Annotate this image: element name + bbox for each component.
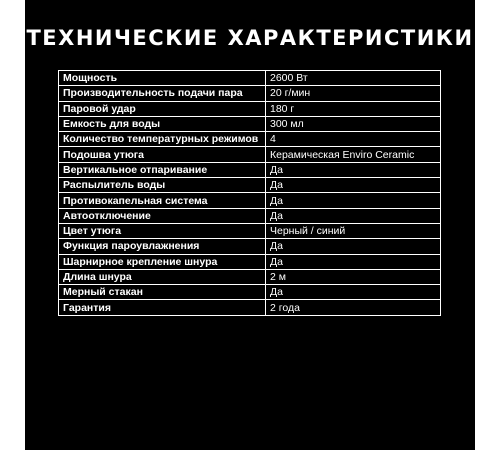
spec-value: Да: [266, 162, 441, 177]
spec-key: Паровой удар: [59, 101, 266, 116]
table-row: [59, 101, 441, 116]
table-row: [59, 132, 441, 147]
spec-key: Противокапельная система: [59, 193, 266, 208]
spec-key: Вертикальное отпаривание: [59, 162, 266, 177]
spec-value: Черный / синий: [266, 223, 441, 238]
table-row: [59, 71, 441, 86]
table-row: [59, 86, 441, 101]
spec-key: Цвет утюга: [59, 223, 266, 238]
spec-value: Да: [266, 285, 441, 300]
spec-key: Шарнирное крепление шнура: [59, 254, 266, 269]
spec-key: Мерный стакан: [59, 285, 266, 300]
spec-key: Распылитель воды: [59, 178, 266, 193]
table-row: [59, 239, 441, 254]
spec-key: Гарантия: [59, 300, 266, 315]
spec-key: Мощность: [59, 71, 266, 86]
table-row: [59, 223, 441, 238]
spec-key: Длина шнура: [59, 269, 266, 284]
spec-value: Да: [266, 193, 441, 208]
spec-value: 20 г/мин: [266, 86, 441, 101]
spec-value: 2600 Вт: [266, 71, 441, 86]
table-row: [59, 269, 441, 284]
table-row: [59, 254, 441, 269]
spec-key: Производительность подачи пара: [59, 86, 266, 101]
table-row: [59, 147, 441, 162]
table-row: [59, 300, 441, 315]
spec-value: 2 м: [266, 269, 441, 284]
spec-panel: [25, 0, 475, 450]
table-row: [59, 116, 441, 131]
spec-value: 4: [266, 132, 441, 147]
page-title: ТЕХНИЧЕСКИЕ ХАРАКТЕРИСТИКИ: [26, 26, 474, 50]
spec-value: 300 мл: [266, 116, 441, 131]
spec-key: Емкость для воды: [59, 116, 266, 131]
spec-value: Да: [266, 178, 441, 193]
spec-key: Подошва утюга: [59, 147, 266, 162]
table-row: [59, 208, 441, 223]
spec-value: Да: [266, 254, 441, 269]
spec-key: Количество температурных режимов: [59, 132, 266, 147]
table-row: [59, 193, 441, 208]
table-row: [59, 162, 441, 177]
spec-value: Керамическая Enviro Ceramic: [266, 147, 441, 162]
table-row: [59, 178, 441, 193]
spec-value: Да: [266, 208, 441, 223]
spec-key: Автоотключение: [59, 208, 266, 223]
spec-key: Функция пароувлажнения: [59, 239, 266, 254]
spec-value: Да: [266, 239, 441, 254]
spec-value: 2 года: [266, 300, 441, 315]
spec-table: [58, 70, 441, 316]
table-row: [59, 285, 441, 300]
spec-value: 180 г: [266, 101, 441, 116]
